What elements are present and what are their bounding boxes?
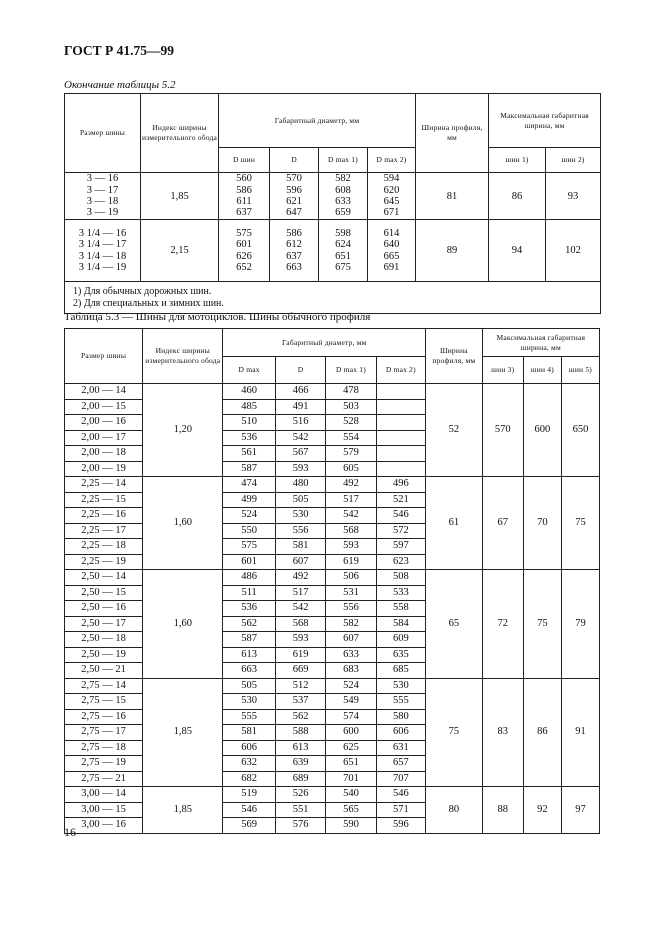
cell: 584 [376, 616, 425, 632]
cell-line: 663 [286, 261, 302, 273]
cell-d1 [219, 173, 270, 220]
cell-line: 560 [236, 173, 252, 185]
cell-rim: 2,15 [141, 220, 219, 282]
cell-width: 81 [416, 173, 489, 220]
cell [376, 415, 425, 431]
cell-line: 647 [286, 207, 302, 219]
cell: 2,00 — 16 [65, 415, 143, 431]
cell-line: 614 [383, 227, 400, 239]
cell-line: 675 [335, 261, 351, 273]
cell-line: 633 [335, 196, 351, 207]
cell-line: 659 [335, 207, 351, 219]
table-row [65, 220, 601, 282]
cell: 581 [275, 539, 325, 555]
cell: 474 [223, 477, 275, 493]
cell-w3: 97 [561, 787, 599, 834]
cell: 605 [326, 461, 376, 477]
sub-header-w2: шин 2) [546, 148, 601, 173]
cell: 587 [223, 461, 275, 477]
cell: 499 [223, 492, 275, 508]
sub-header-d1: D шин [219, 148, 270, 173]
cell: 2,75 — 18 [65, 740, 143, 756]
cell: 528 [326, 415, 376, 431]
cell: 2,25 — 17 [65, 523, 143, 539]
cell-sizes [65, 173, 141, 220]
table-row [65, 173, 601, 220]
table-row [65, 570, 600, 586]
sub-header-d2: D [270, 148, 319, 173]
cell: 2,00 — 14 [65, 384, 143, 400]
cell: 530 [275, 508, 325, 524]
cell-line: 651 [335, 250, 351, 262]
cell-line: 3 1/4 — 17 [78, 239, 127, 251]
cell-rim-index: 1,20 [143, 384, 223, 477]
cell: 609 [376, 632, 425, 648]
cell: 613 [275, 740, 325, 756]
cell-d4 [368, 173, 416, 220]
cell-w2: 86 [523, 678, 561, 787]
cell: 551 [275, 802, 325, 818]
col-header-diameter: Габаритный диаметр, мм [223, 329, 426, 357]
page-number: 16 [64, 825, 76, 839]
cell-line: 570 [286, 173, 302, 185]
cell-w1: 67 [482, 477, 523, 570]
table-row [65, 477, 600, 493]
cell: 606 [223, 740, 275, 756]
cell: 623 [376, 554, 425, 570]
cell-width: 61 [426, 477, 483, 570]
cell: 579 [326, 446, 376, 462]
cell: 568 [326, 523, 376, 539]
cell-line: 582 [335, 173, 351, 185]
cell-rim-index: 1,85 [143, 678, 223, 787]
cell: 2,00 — 15 [65, 399, 143, 415]
cell: 561 [223, 446, 275, 462]
cell [376, 399, 425, 415]
cell-rim-index: 1,60 [143, 570, 223, 679]
cell: 657 [376, 756, 425, 772]
cell: 574 [326, 709, 376, 725]
sub-header-w3: шин 5) [561, 357, 599, 384]
cell: 635 [376, 647, 425, 663]
cell: 593 [326, 539, 376, 555]
cell: 2,50 — 21 [65, 663, 143, 679]
cell-line: 586 [236, 184, 252, 196]
cell [376, 461, 425, 477]
cell: 663 [223, 663, 275, 679]
cell: 556 [275, 523, 325, 539]
sub-header-d2: D [275, 357, 325, 384]
table-row [65, 787, 600, 803]
col-header-profile-width: Ширина профиля, мм [416, 94, 489, 173]
cell-line: 691 [383, 261, 400, 273]
sub-header-d4: D max 2) [368, 148, 416, 173]
cell: 568 [275, 616, 325, 632]
cell [376, 446, 425, 462]
cell-w1: 72 [482, 570, 523, 679]
cell: 524 [326, 678, 376, 694]
table-5-3-caption: Таблица 5.3 — Шины для мотоциклов. Шины обычного профиля [64, 311, 371, 323]
cell: 596 [376, 818, 425, 834]
cell: 683 [326, 663, 376, 679]
cell: 582 [326, 616, 376, 632]
cell-sizes [65, 220, 141, 282]
col-header-size: Размер шины [65, 94, 141, 173]
cell: 625 [326, 740, 376, 756]
cell-line: 652 [236, 261, 252, 273]
cell: 519 [223, 787, 275, 803]
cell-line: 3 — 16 [86, 173, 119, 185]
col-header-profile-width: Ширина профиля, мм [426, 329, 483, 384]
cell: 480 [275, 477, 325, 493]
footnote-2: 2) Для специальных и зимних шин. [73, 297, 224, 309]
cell: 505 [223, 678, 275, 694]
cell: 2,00 — 17 [65, 430, 143, 446]
cell: 685 [376, 663, 425, 679]
cell: 2,75 — 14 [65, 678, 143, 694]
cell: 689 [275, 771, 325, 787]
cell: 546 [223, 802, 275, 818]
cell-w2: 102 [546, 220, 601, 282]
cell: 492 [275, 570, 325, 586]
cell-w1: 83 [482, 678, 523, 787]
cell: 633 [326, 647, 376, 663]
sub-header-d3: D max 1) [326, 357, 376, 384]
cell [376, 430, 425, 446]
cell-rim-index: 1,60 [143, 477, 223, 570]
cell-w3: 91 [561, 678, 599, 787]
cell-w1: 570 [482, 384, 523, 477]
table-5-3 [64, 328, 600, 834]
cell: 600 [326, 725, 376, 741]
cell-d1 [219, 220, 270, 282]
document-header: ГОСТ Р 41.75—99 [64, 43, 175, 58]
table-row [65, 678, 600, 694]
cell: 607 [326, 632, 376, 648]
cell: 651 [326, 756, 376, 772]
cell-line: 608 [335, 184, 351, 196]
cell: 562 [275, 709, 325, 725]
cell-rim: 1,85 [141, 173, 219, 220]
footnote-1: 1) Для обычных дорожных шин. [73, 285, 212, 297]
col-header-rim-index: Индекс ширины измерительного обода [143, 329, 223, 384]
cell: 555 [223, 709, 275, 725]
cell: 576 [275, 818, 325, 834]
cell-line: 598 [335, 227, 351, 239]
cell: 2,25 — 18 [65, 539, 143, 555]
sub-header-d1: D max [223, 357, 275, 384]
cell-w3: 79 [561, 570, 599, 679]
cell: 2,75 — 15 [65, 694, 143, 710]
cell-width: 80 [426, 787, 483, 834]
cell: 460 [223, 384, 275, 400]
cell: 546 [376, 787, 425, 803]
cell: 2,50 — 18 [65, 632, 143, 648]
cell-line: 601 [236, 239, 252, 251]
cell: 707 [376, 771, 425, 787]
cell: 3,00 — 16 [65, 818, 143, 834]
cell: 682 [223, 771, 275, 787]
cell-rim-index: 1,85 [143, 787, 223, 834]
cell: 639 [275, 756, 325, 772]
cell: 567 [275, 446, 325, 462]
cell-line: 3 — 19 [86, 207, 119, 219]
cell: 588 [275, 725, 325, 741]
cell: 530 [223, 694, 275, 710]
cell: 556 [326, 601, 376, 617]
cell: 597 [376, 539, 425, 555]
cell-line: 671 [383, 207, 400, 219]
cell-d2 [270, 220, 319, 282]
cell: 2,50 — 19 [65, 647, 143, 663]
cell: 607 [275, 554, 325, 570]
cell-width: 52 [426, 384, 483, 477]
cell: 2,50 — 16 [65, 601, 143, 617]
cell-w2: 600 [523, 384, 561, 477]
sub-header-w2: шин 4) [523, 357, 561, 384]
cell: 466 [275, 384, 325, 400]
cell: 2,50 — 14 [65, 570, 143, 586]
cell: 2,25 — 15 [65, 492, 143, 508]
cell: 571 [376, 802, 425, 818]
cell: 2,75 — 17 [65, 725, 143, 741]
cell: 619 [275, 647, 325, 663]
col-header-diameter: Габаритный диаметр, мм [219, 94, 416, 148]
sub-header-d3: D max 1) [319, 148, 368, 173]
cell: 569 [223, 818, 275, 834]
cell: 2,50 — 17 [65, 616, 143, 632]
cell-line: 3 1/4 — 19 [78, 261, 127, 273]
cell: 2,25 — 19 [65, 554, 143, 570]
cell-w2: 75 [523, 570, 561, 679]
cell: 2,75 — 19 [65, 756, 143, 772]
cell: 516 [275, 415, 325, 431]
cell-line: 637 [236, 207, 252, 219]
cell: 530 [376, 678, 425, 694]
cell: 491 [275, 399, 325, 415]
sub-header-w1: шин 1) [489, 148, 546, 173]
cell: 517 [326, 492, 376, 508]
cell: 536 [223, 430, 275, 446]
cell: 590 [326, 818, 376, 834]
cell: 496 [376, 477, 425, 493]
cell: 521 [376, 492, 425, 508]
cell: 536 [223, 601, 275, 617]
cell-w2: 70 [523, 477, 561, 570]
cell-line: 3 — 17 [86, 184, 119, 196]
cell: 540 [326, 787, 376, 803]
cell-width: 89 [416, 220, 489, 282]
sub-header-d4: D max 2) [376, 357, 425, 384]
cell: 701 [326, 771, 376, 787]
cell: 492 [326, 477, 376, 493]
cell-w1: 86 [489, 173, 546, 220]
col-header-max-width: Максимальная габаритная ширина, мм [482, 329, 599, 357]
cell: 537 [275, 694, 325, 710]
cell-line: 596 [286, 184, 302, 196]
cell: 526 [275, 787, 325, 803]
cell-line: 665 [383, 250, 400, 262]
cell: 512 [275, 678, 325, 694]
cell: 549 [326, 694, 376, 710]
cell: 2,75 — 16 [65, 709, 143, 725]
cell-line: 611 [236, 196, 252, 207]
cell-line: 621 [286, 196, 302, 207]
cell: 555 [376, 694, 425, 710]
cell: 593 [275, 461, 325, 477]
footnotes [65, 282, 601, 314]
sub-header-w1: шин 3) [482, 357, 523, 384]
cell-w1: 88 [482, 787, 523, 834]
cell: 565 [326, 802, 376, 818]
cell: 503 [326, 399, 376, 415]
cell: 593 [275, 632, 325, 648]
cell: 542 [275, 430, 325, 446]
cell: 550 [223, 523, 275, 539]
cell-d3 [319, 173, 368, 220]
cell: 575 [223, 539, 275, 555]
cell: 485 [223, 399, 275, 415]
cell: 511 [223, 585, 275, 601]
cell-w1: 94 [489, 220, 546, 282]
cell: 587 [223, 632, 275, 648]
cell: 581 [223, 725, 275, 741]
cell-width: 65 [426, 570, 483, 679]
cell: 508 [376, 570, 425, 586]
cell: 2,50 — 15 [65, 585, 143, 601]
cell-line: 3 1/4 — 18 [78, 250, 127, 262]
cell: 542 [326, 508, 376, 524]
cell: 486 [223, 570, 275, 586]
cell: 631 [376, 740, 425, 756]
cell: 554 [326, 430, 376, 446]
cell: 531 [326, 585, 376, 601]
cell: 558 [376, 601, 425, 617]
cell-w2: 93 [546, 173, 601, 220]
table-5-2-caption: Окончание таблицы 5.2 [64, 79, 176, 91]
cell: 572 [376, 523, 425, 539]
cell: 3,00 — 15 [65, 802, 143, 818]
cell-d4 [368, 220, 416, 282]
cell: 546 [376, 508, 425, 524]
cell: 2,75 — 21 [65, 771, 143, 787]
cell: 533 [376, 585, 425, 601]
cell [376, 384, 425, 400]
cell: 2,00 — 19 [65, 461, 143, 477]
col-header-size: Размер шины [65, 329, 143, 384]
cell-line: 624 [335, 239, 351, 251]
cell-line: 575 [236, 227, 252, 239]
table-row [65, 384, 600, 400]
table-5-2 [64, 93, 601, 314]
cell: 524 [223, 508, 275, 524]
cell-line: 620 [383, 184, 400, 196]
cell-width: 75 [426, 678, 483, 787]
cell: 606 [376, 725, 425, 741]
cell: 601 [223, 554, 275, 570]
cell: 506 [326, 570, 376, 586]
col-header-rim-index: Индекс ширины измерительного обода [141, 94, 219, 173]
cell: 542 [275, 601, 325, 617]
cell-w3: 75 [561, 477, 599, 570]
cell: 3,00 — 14 [65, 787, 143, 803]
cell-line: 594 [383, 173, 400, 185]
cell: 2,00 — 18 [65, 446, 143, 462]
cell-line: 612 [286, 239, 302, 251]
cell: 669 [275, 663, 325, 679]
cell-line: 645 [383, 196, 400, 207]
cell: 580 [376, 709, 425, 725]
cell: 2,25 — 14 [65, 477, 143, 493]
cell-line: 586 [286, 227, 302, 239]
cell-w2: 92 [523, 787, 561, 834]
cell: 478 [326, 384, 376, 400]
cell-line: 640 [383, 239, 400, 251]
cell: 2,25 — 16 [65, 508, 143, 524]
cell-line: 3 — 18 [86, 196, 119, 207]
cell: 517 [275, 585, 325, 601]
cell: 632 [223, 756, 275, 772]
cell: 562 [223, 616, 275, 632]
cell: 510 [223, 415, 275, 431]
cell: 505 [275, 492, 325, 508]
cell-d3 [319, 220, 368, 282]
cell-line: 637 [286, 250, 302, 262]
cell: 613 [223, 647, 275, 663]
cell-w3: 650 [561, 384, 599, 477]
col-header-max-width: Максимальная габаритная ширина, мм [489, 94, 601, 148]
cell-d2 [270, 173, 319, 220]
cell-line: 3 1/4 — 16 [78, 227, 127, 239]
cell-line: 626 [236, 250, 252, 262]
cell: 619 [326, 554, 376, 570]
